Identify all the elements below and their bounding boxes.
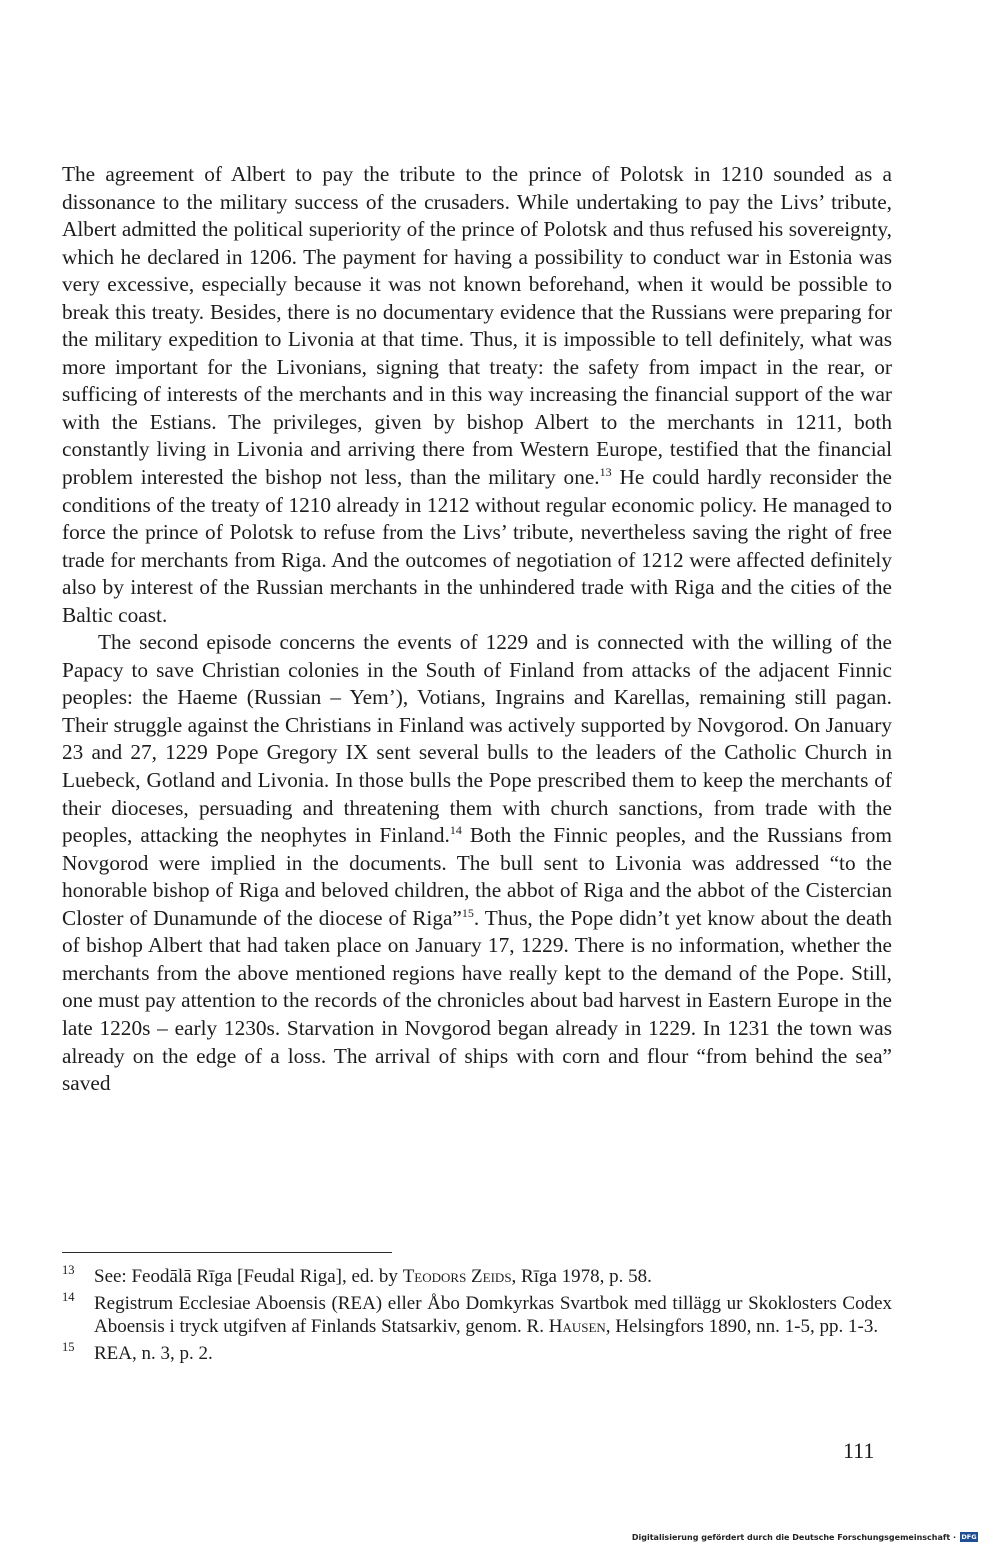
paragraph-1 bbox=[62, 161, 892, 629]
footnotes bbox=[62, 1265, 892, 1368]
footnote-number: 13 bbox=[62, 1263, 75, 1277]
footnote-15 bbox=[62, 1339, 892, 1366]
paragraph-1-text-a: The agreement of Albert to pay the tribute to the prince of Polotsk in 1210 sounded as a dissonance to the military success of the crusaders. While undertaking to pay the Livs’ tribute, Albert admitted the political superiority of the prince of Polotsk and thus refused his sovereignty, which he declared in 1206. The payment for having a possibility to conduct war in Estonia was very excessive, especially because it was not known beforehand, when it would be possible to break this treaty. Besides, there is no documentary evidence that the Russians were preparing for the military expedition to Livonia at that time. Thus, it is impossible to tell definitely, what was more important for the Livonians, signing that treaty: the safety from impact in the rear, or sufficing of interests of the merchants and in this way increasing the financial support of the war with the Estians. The privileges, given by bishop Albert to the merchants in 1211, both constantly living in Livonia and arriving there from Western Europe, testified that the financial problem interested the bishop not less, than the military one. bbox=[62, 162, 892, 490]
footnote-14 bbox=[62, 1289, 892, 1339]
dfg-logo-icon: DFG bbox=[961, 1533, 977, 1541]
footnote-author: Hausen bbox=[548, 1316, 606, 1337]
digitization-credit bbox=[632, 1532, 978, 1542]
footnote-text-end: , Rīga 1978, p. 58. bbox=[511, 1266, 652, 1287]
footnote-ref-13[interactable]: 13 bbox=[599, 465, 612, 480]
footnote-text-end: , Helsingfors 1890, nn. 1-5, pp. 1-3. bbox=[605, 1316, 879, 1337]
footnote-separator bbox=[62, 1252, 392, 1253]
paragraph-1-text-b: He could hardly reconsider the conditions of the treaty of 1210 already in 1212 without regular economic policy. He managed to force the prince of Polotsk to refuse from the Livs’ tribute, nevertheless saving the right of free trade for merchants from Riga. And the outcomes of negotiation of 1212 were affected definitely also by interest of the Russian merchants in the unhindered trade with Riga and the cities of the Baltic coast. bbox=[62, 465, 892, 627]
page-number: 111 bbox=[843, 1438, 875, 1463]
main-text bbox=[62, 161, 892, 1098]
footnote-13 bbox=[62, 1265, 892, 1289]
footnote-ref-14[interactable]: 14 bbox=[449, 823, 462, 838]
footnote-text: REA, n. 3, p. 2. bbox=[94, 1342, 213, 1364]
paragraph-2-text-c: . Thus, the Pope didn’t yet know about the death of bishop Albert that had taken place on January 17, 1229. There is no information, whether the merchants from the above mentioned regions have really kept to the demand of the Pope. Still, one must pay attention to the records of the chronicles about bad harvest in Eastern Europe in the late 1220s – early 1230s. Starvation in Novgorod began already in 1229. In 1231 the town was already on the edge of a loss. The arrival of ships with corn and flour “from behind the sea” saved bbox=[62, 905, 892, 1096]
footnote-text: See: Feodālā Rīga [Feudal Riga], ed. by bbox=[94, 1266, 403, 1287]
footnote-author: Teodors Zeids bbox=[402, 1266, 512, 1287]
footnote-ref-15[interactable]: 15 bbox=[461, 905, 474, 920]
footnote-number: 15 bbox=[62, 1339, 75, 1354]
footnote-number: 14 bbox=[62, 1289, 75, 1304]
footnote-text: Registrum Ecclesiae Aboensis (REA) eller Åbo Domkyrkas Svartbok med tillägg ur Skoklosters Codex Aboensis i tryck utgifven af Finlands Statsarkiv, genom. R. bbox=[94, 1292, 892, 1337]
paragraph-2-text-a: The second episode concerns the events of 1229 and is connected with the willing of the Papacy to save Christian colonies in the South of Finland from attacks of the adjacent Finnic peoples: the Haeme (Russian – Yem’), Votians, Ingrains and Karellas, remaining still pagan. Their struggle against the Christians in Finland was actively supported by Novgorod. On January 23 and 27, 1229 Pope Gregory IX sent several bulls to the leaders of the Catholic Church in Luebeck, Gotland and Livonia. In those bulls the Pope prescribed them to keep the merchants of their dioceses, persuading and threatening them with church sanctions, from trade with the peoples, attacking the neophytes in Finland. bbox=[62, 630, 892, 848]
paragraph-2-text-b: Both the Finnic peoples, and the Russians from Novgorod were implied in the documents. The bull sent to Livonia was addressed “to the honorable bishop of Riga and beloved children, the abbot of Riga and the abbot of the Cistercian Closter of Dunamunde of the diocese of Riga” bbox=[62, 823, 893, 930]
digitization-text: Digitalisierung gefördert durch die Deutsche Forschungsgemeinschaft · bbox=[631, 1532, 956, 1542]
paragraph-2 bbox=[62, 629, 892, 1097]
